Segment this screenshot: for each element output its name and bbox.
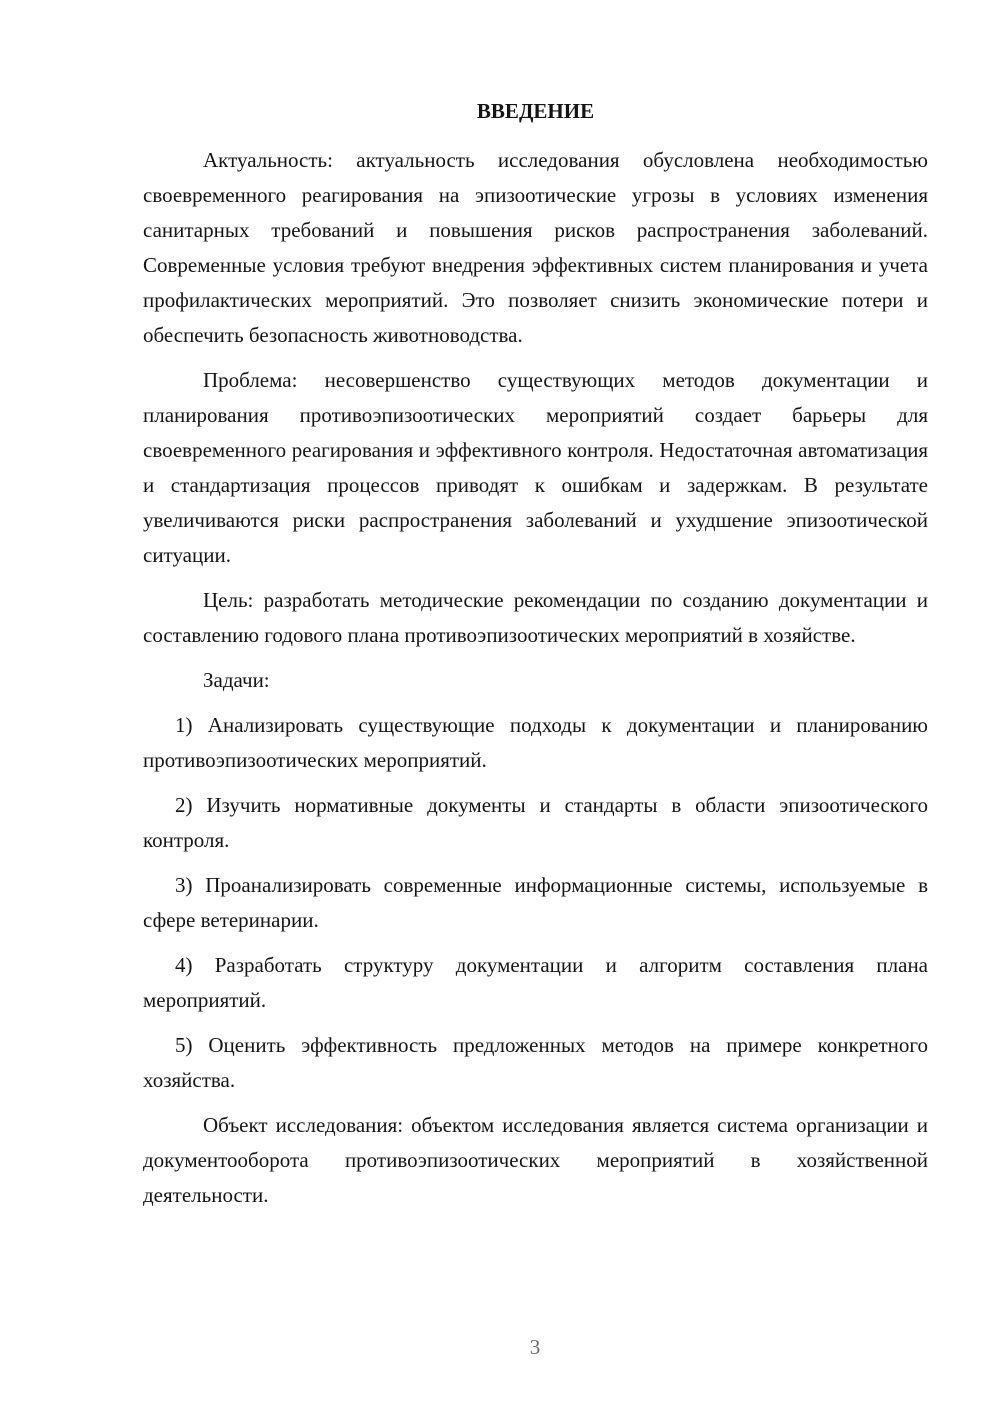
problem-paragraph: Проблема: несовершенство существующих методов документации и планирования противоэпизоотических мероприятий создает барьеры для своевременного реагирования и эффективного контроля. Недостаточная автоматизация и стандартизация процессов приводят к ошибкам и задержкам. В результате увеличиваются риски распространения заболеваний и ухудшение эпизоотической ситуации. — [143, 368, 928, 567]
task-item: 1) Анализировать существующие подходы к документации и планированию противоэпизоотических мероприятий. — [143, 713, 928, 772]
task-item: 3) Проанализировать современные информационные системы, используемые в сфере ветеринарии. — [143, 873, 928, 932]
goal-paragraph: Цель: разработать методические рекомендации по созданию документации и составлению годового плана противоэпизоотических мероприятий в хозяйстве. — [143, 588, 928, 647]
relevance-paragraph: Актуальность: актуальность исследования обусловлена необходимостью своевременного реагирования на эпизоотические угрозы в условиях изменения санитарных требований и повышения рисков распространения заболеваний. Современные условия требуют внедрения эффективных систем планирования и учета профилактических мероприятий. Это позволяет снизить экономические потери и обеспечить безопасность животноводства. — [143, 148, 928, 347]
object-paragraph: Объект исследования: объектом исследования является система организации и документооборота противоэпизоотических мероприятий в хозяйственной деятельности. — [143, 1113, 928, 1207]
section-heading: ВВЕДЕНИЕ — [476, 99, 595, 123]
page-number: 3 — [529, 1335, 541, 1359]
task-item: 5) Оценить эффективность предложенных методов на примере конкретного хозяйства. — [143, 1033, 928, 1092]
task-item: 4) Разработать структуру документации и алгоритм составления плана мероприятий. — [143, 953, 928, 1012]
task-item: 2) Изучить нормативные документы и стандарты в области эпизоотического контроля. — [143, 793, 928, 852]
page-content — [143, 96, 928, 1223]
tasks-heading: Задачи: — [203, 668, 270, 692]
